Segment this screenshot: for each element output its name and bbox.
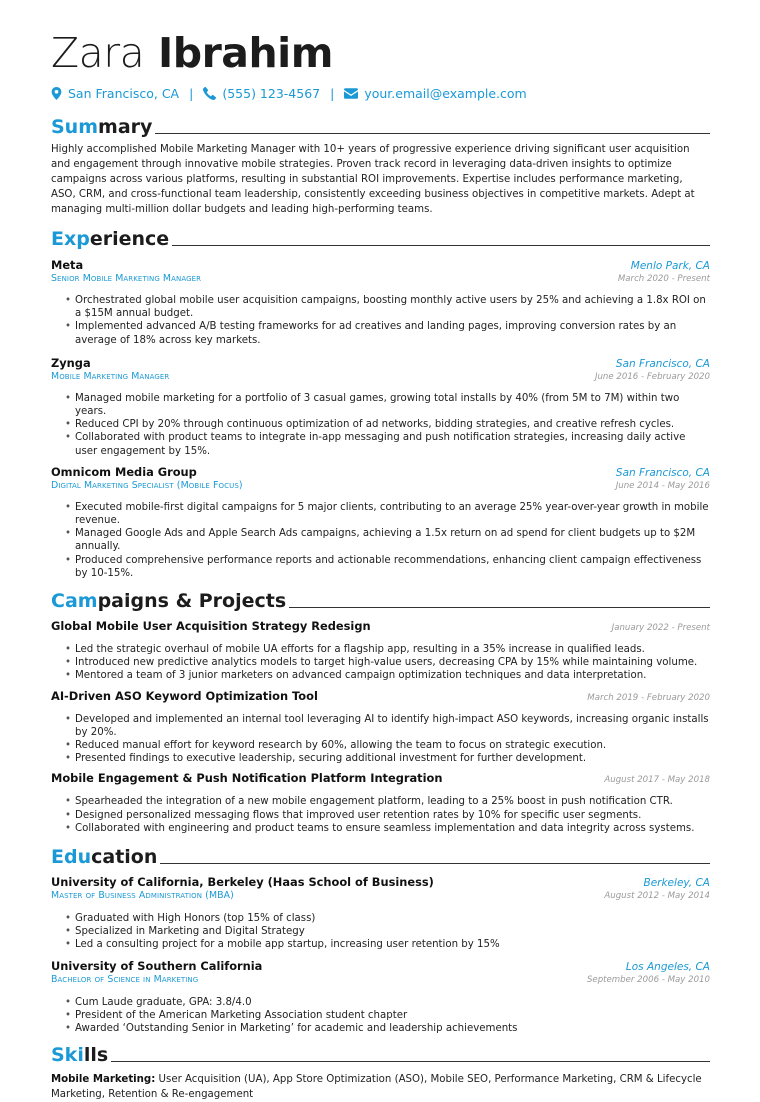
contact-separator: | <box>330 85 335 101</box>
bullet-item: • Spearheaded the integration of a new mobile engagement platform, leading to a 25% boost in push notification CTR. <box>65 795 710 808</box>
skills-list: User Acquisition (UA), App Store Optimization (ASO), Mobile SEO, Performance Marketing, CRM & Lifecycle Marketing, Retention & Re-engagement <box>51 1074 702 1101</box>
section-skills-heading <box>51 1040 710 1066</box>
job-bullets <box>51 501 710 580</box>
phone-icon <box>203 87 216 100</box>
project-entry <box>51 689 710 766</box>
company-name: Meta <box>51 258 84 272</box>
bullet-item: • Developed and implemented an internal tool leveraging AI to identify high-impact ASO keywords, increasing organic installs by 20%. <box>65 713 710 739</box>
contact-separator: | <box>189 85 194 101</box>
job-entry <box>51 258 710 347</box>
section-education-heading <box>51 842 710 868</box>
bullet-item: • Graduated with High Honors (top 15% of class) <box>65 912 710 925</box>
project-entry <box>51 771 710 835</box>
job-title: Senior Mobile Marketing Manager <box>51 273 202 284</box>
job-dates: June 2016 - February 2020 <box>594 371 710 382</box>
bullet-item: • Cum Laude graduate, GPA: 3.8/4.0 <box>65 996 710 1009</box>
first-name: Zara <box>51 29 145 77</box>
bullet-item: • Orchestrated global mobile user acquisition campaigns, boosting monthly active users by 25% and achieving a 1.8x ROI on a $15M annual budget. <box>65 294 710 320</box>
skills-category-label: Mobile Marketing: <box>51 1074 156 1086</box>
bullet-item: • Collaborated with product teams to integrate in-app messaging and push notification strategies, increasing daily active user engagement by 15%. <box>65 431 710 457</box>
school-dates: September 2006 - May 2010 <box>586 974 710 985</box>
job-location: Menlo Park, CA <box>630 260 710 272</box>
section-title: Education <box>51 846 158 869</box>
section-divider <box>289 607 710 608</box>
bullet-item: • Led a consulting project for a mobile app startup, increasing user retention by 15% <box>65 938 710 951</box>
education-entry <box>51 959 710 1036</box>
job-title: Mobile Marketing Manager <box>51 370 170 382</box>
job-dates: March 2020 - Present <box>617 274 710 284</box>
bullet-item: • President of the American Marketing Association student chapter <box>65 1009 710 1022</box>
email-link: your.email@example.com <box>364 85 527 101</box>
school-location: Los Angeles, CA <box>625 960 710 973</box>
job-entry <box>51 465 710 580</box>
bullet-item: • Produced comprehensive performance reports and actionable recommendations, enhancing client campaign effectiveness by 10-15%. <box>65 554 710 580</box>
bullet-item: • Collaborated with engineering and product teams to ensure seamless implementation and data integrity across systems. <box>65 822 710 835</box>
candidate-name <box>51 26 710 80</box>
job-bullets <box>51 294 710 347</box>
section-summary-heading <box>51 112 710 138</box>
project-dates: March 2019 - February 2020 <box>587 692 710 703</box>
job-title: Digital Marketing Specialist (Mobile Focus) <box>51 479 243 491</box>
project-entry <box>51 619 710 683</box>
education-entry <box>51 875 710 952</box>
bullet-item: • Introduced new predictive analytics models to target high-value users, decreasing CPA by 15% while maintaining volume. <box>65 656 710 669</box>
bullet-item: • Designed personalized messaging flows that improved user retention rates by 10% for specific user segments. <box>65 809 710 822</box>
section-divider <box>155 133 710 134</box>
company-name: Omnicom Media Group <box>51 464 197 479</box>
bullet-item: • Mentored a team of 3 junior marketers on advanced campaign optimization techniques and data interpretation. <box>65 669 710 682</box>
contact-info <box>51 82 710 104</box>
school-location: Berkeley, CA <box>643 877 710 890</box>
section-divider <box>172 245 710 246</box>
project-name: AI-Driven ASO Keyword Optimization Tool <box>51 688 318 703</box>
summary-text: Highly accomplished Mobile Marketing Manager with 10+ years of progressive experience driving significant user acquisition and engagement through innovative mobile strategies. Proven track record in leveraging data-driven insights to optimize campaigns across various platforms, resulting in substantial ROI improvements. Expertise includes performance marketing, ASO, CRM, and cross-functional team leadership, consistently exceeding business objectives in competitive markets. Adept at managing multi-million dollar budgets and leading high-performing teams. <box>51 144 695 215</box>
contact-location <box>51 86 179 101</box>
phone-text: (555) 123-4567 <box>222 85 321 101</box>
project-dates: January 2022 - Present <box>611 623 710 634</box>
education-bullets <box>51 996 710 1036</box>
school-name: University of California, Berkeley (Haas School of Business) <box>51 875 434 890</box>
project-name: Mobile Engagement & Push Notification Platform Integration <box>51 771 443 786</box>
map-marker-icon <box>51 87 62 100</box>
section-title: Summary <box>51 116 153 138</box>
location-text: San Francisco, CA <box>68 85 180 101</box>
skills-text <box>51 1072 710 1102</box>
job-location: San Francisco, CA <box>615 466 710 479</box>
bullet-item: • Executed mobile-first digital campaigns for 5 major clients, contributing to an average 25% year-over-year growth in mobile revenue. <box>65 501 710 527</box>
section-divider <box>160 863 710 864</box>
section-experience-heading <box>51 224 710 250</box>
contact-email[interactable] <box>344 86 526 101</box>
bullet-item: • Presented findings to executive leadership, securing additional investment for further development. <box>65 752 710 765</box>
company-name: Zynga <box>51 355 91 370</box>
bullet-item: • Managed Google Ads and Apple Search Ads campaigns, achieving a 1.5x return on ad spend for client budgets up to $2M annually. <box>65 527 710 553</box>
project-bullets <box>51 643 710 683</box>
project-name: Global Mobile User Acquisition Strategy Redesign <box>51 619 371 634</box>
school-dates: August 2012 - May 2014 <box>604 891 710 902</box>
section-title: Campaigns & Projects <box>51 590 287 613</box>
project-dates: August 2017 - May 2018 <box>604 775 710 786</box>
bullet-item: • Reduced manual effort for keyword research by 60%, allowing the team to focus on strategic execution. <box>65 739 710 752</box>
job-dates: June 2014 - May 2016 <box>615 480 710 491</box>
section-divider <box>111 1061 710 1062</box>
bullet-item: • Specialized in Marketing and Digital Strategy <box>65 925 710 938</box>
bullet-item: • Managed mobile marketing for a portfolio of 3 casual games, growing total installs by 40% (from 5M to 7M) within two years. <box>65 392 710 418</box>
section-projects-heading <box>51 586 710 612</box>
job-location: San Francisco, CA <box>615 357 710 370</box>
education-bullets <box>51 912 710 952</box>
bullet-item: • Implemented advanced A/B testing frameworks for ad creatives and landing pages, improving conversion rates by an average of 18% across key markets. <box>65 320 710 346</box>
job-bullets <box>51 392 710 458</box>
section-title: Skills <box>51 1044 109 1067</box>
contact-phone[interactable] <box>203 86 320 101</box>
last-name: Ibrahim <box>157 29 333 77</box>
bullet-item: • Awarded ‘Outstanding Senior in Marketing’ for academic and leadership achievements <box>65 1022 710 1035</box>
job-entry <box>51 356 710 458</box>
envelope-icon <box>344 88 358 99</box>
project-bullets <box>51 795 710 835</box>
degree-title: Master of Business Administration (MBA) <box>51 890 234 902</box>
section-title: Experience <box>51 228 170 250</box>
bullet-item: • Led the strategic overhaul of mobile UA efforts for a flagship app, resulting in a 35% increase in qualified leads. <box>65 643 710 656</box>
project-bullets <box>51 713 710 766</box>
degree-title: Bachelor of Science in Marketing <box>51 973 199 985</box>
bullet-item: • Reduced CPI by 20% through continuous optimization of ad networks, bidding strategies, and creative refresh cycles. <box>65 418 710 431</box>
school-name: University of Southern California <box>51 958 263 973</box>
